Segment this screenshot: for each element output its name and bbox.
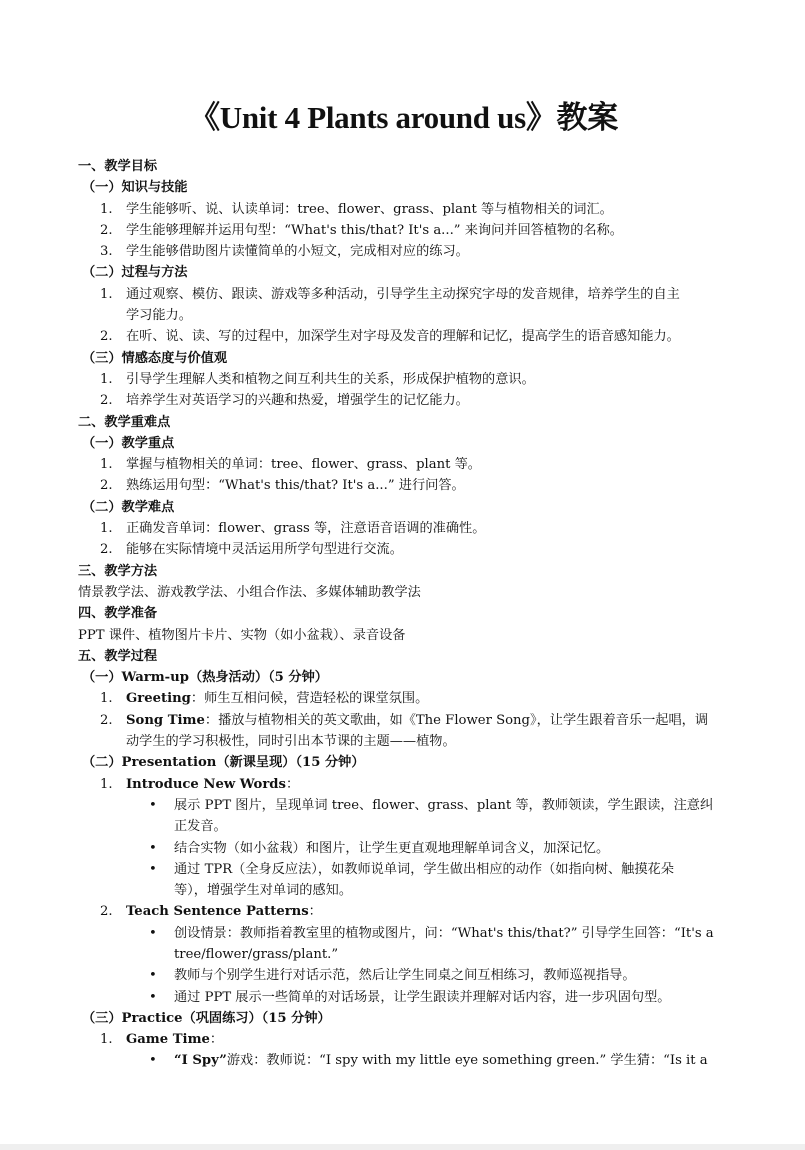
- list-item: 2. Teach Sentence Patterns：: [100, 904, 322, 920]
- list-item: 2. 能够在实际情境中灵活运用所学句型进行交流。: [100, 542, 403, 558]
- bullet-item: • 教师与个别学生进行对话示范，然后让学生同桌之间互相练习，教师巡视指导。: [149, 968, 636, 984]
- list-item: 1. Game Time：: [100, 1032, 224, 1048]
- section-heading: 二、教学重难点: [78, 414, 171, 430]
- list-item-continuation: 动学生的学习积极性，同时引出本节课的主题——植物。: [126, 734, 456, 750]
- list-item: 3. 学生能够借助图片读懂简单的小短文，完成相对应的练习。: [100, 244, 469, 260]
- paragraph: 情景教学法、游戏教学法、小组合作法、多媒体辅助教学法: [78, 584, 421, 600]
- list-item: 1. Introduce New Words：: [100, 776, 300, 792]
- subsection-heading: （三）情感态度与价值观: [82, 350, 228, 366]
- bullet-item: • 结合实物（如小盆栽）和图片，让学生更直观地理解单词含义，加深记忆。: [149, 840, 610, 856]
- paragraph: PPT 课件、植物图片卡片、实物（如小盆栽）、录音设备: [78, 627, 406, 643]
- subsection-heading: （一）知识与技能: [82, 180, 188, 196]
- list-item: 1. 引导学生理解人类和植物之间互利共生的关系，形成保护植物的意识。: [100, 371, 535, 387]
- bullet-item-continuation: tree/flower/grass/plant.”: [174, 946, 339, 962]
- bullet-item-continuation: 等），增强学生对单词的感知。: [174, 883, 353, 899]
- section-heading: 五、教学过程: [78, 648, 158, 664]
- list-item: 2. 在听、说、读、写的过程中，加深学生对字母及发音的理解和记忆，提高学生的语音感知能力。: [100, 329, 680, 345]
- list-item: 1. Greeting：师生互相问候，营造轻松的课堂氛围。: [100, 691, 429, 707]
- section-heading: 三、教学方法: [78, 563, 158, 579]
- subsection-heading: （一）Warm-up（热身活动）（5 分钟）: [82, 670, 328, 686]
- section-heading: 四、教学准备: [78, 606, 158, 622]
- bullet-item: • 通过 TPR（全身反应法），如教师说单词，学生做出相应的动作（如指向树、触摸花朵: [149, 861, 674, 877]
- list-item-continuation: 学习能力。: [126, 308, 192, 324]
- subsection-heading: （三）Practice（巩固练习）（15 分钟）: [82, 1010, 331, 1026]
- subsection-heading: （二）教学难点: [82, 499, 175, 515]
- subsection-heading: （二）过程与方法: [82, 265, 188, 281]
- list-item: 2. 学生能够理解并运用句型：“What's this/that? It's a...” 来询问并回答植物的名称。: [100, 222, 623, 238]
- list-item: 2. Song Time：播放与植物相关的英文歌曲，如《The Flower Song》，让学生跟着音乐一起唱，调: [100, 712, 709, 728]
- list-item: 1. 掌握与植物相关的单词：tree、flower、grass、plant 等。: [100, 457, 481, 473]
- section-heading: 一、教学目标: [78, 159, 158, 174]
- bullet-item: • “I Spy”游戏：教师说：“I spy with my little eye something green.” 学生猜：“Is it a: [149, 1053, 708, 1069]
- list-item: 1. 正确发音单词：flower、grass 等，注意语音语调的准确性。: [100, 521, 486, 537]
- list-item: 1. 通过观察、模仿、跟读、游戏等多种活动，引导学生主动探究字母的发音规律，培养学生的自主: [100, 286, 680, 302]
- bullet-item: • 展示 PPT 图片，呈现单词 tree、flower、grass、plant 等，教师领读，学生跟读，注意纠: [149, 797, 714, 813]
- subsection-heading: （二）Presentation（新课呈现）（15 分钟）: [82, 755, 365, 771]
- list-item: 2. 培养学生对英语学习的兴趣和热爱，增强学生的记忆能力。: [100, 393, 469, 409]
- bullet-item-continuation: 正发音。: [174, 819, 227, 835]
- list-item: 2. 熟练运用句型：“What's this/that? It's a...” 进行问答。: [100, 478, 465, 494]
- page-bottom-edge: [0, 1144, 805, 1150]
- bullet-item: • 创设情景：教师指着教室里的植物或图片，问：“What's this/that?” 引导学生回答：“It's a: [149, 925, 714, 941]
- list-item: 1. 学生能够听、说、认读单词：tree、flower、grass、plant 等与植物相关的词汇。: [100, 201, 613, 217]
- document-title: 《Unit 4 Plants around us》教案: [189, 100, 618, 135]
- subsection-heading: （一）教学重点: [82, 435, 175, 451]
- bullet-item: • 通过 PPT 展示一些简单的对话场景，让学生跟读并理解对话内容，进一步巩固句型。: [149, 989, 671, 1005]
